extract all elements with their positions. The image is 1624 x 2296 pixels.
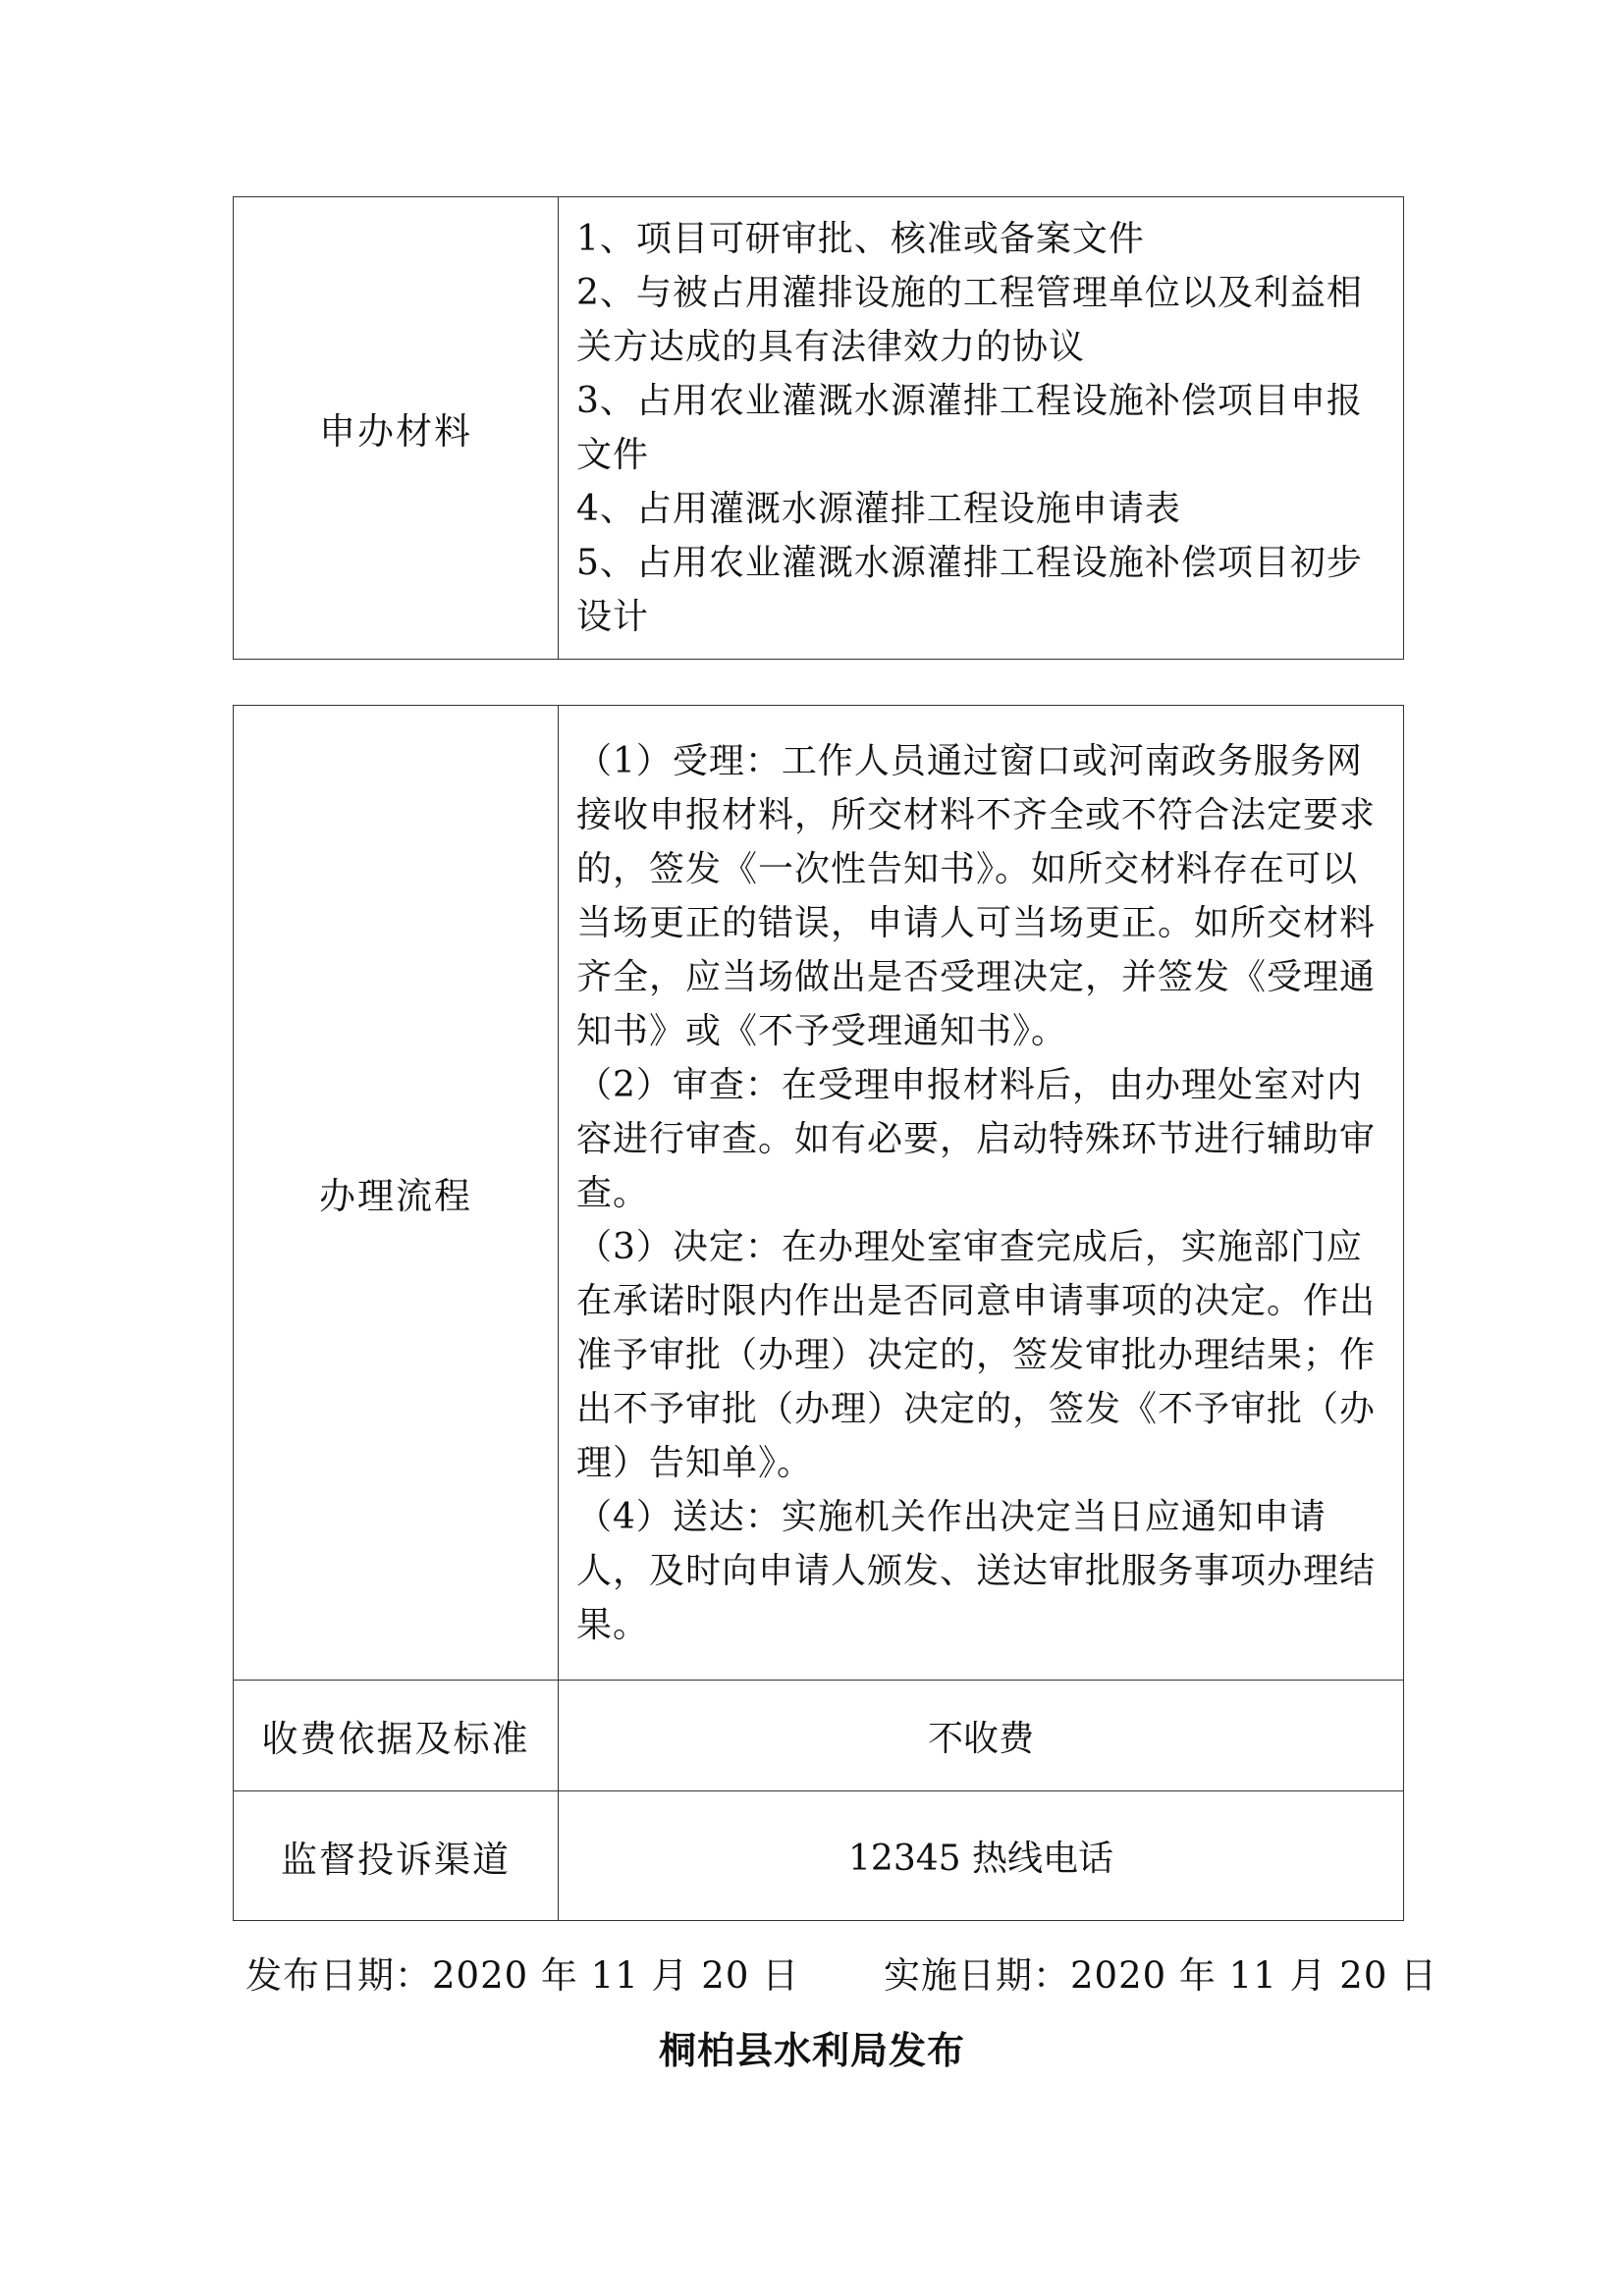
publish-date: 发布日期：2020 年 11 月 20 日 (245, 1954, 800, 1997)
fee-row (234, 1681, 1404, 1791)
process-table (233, 705, 1404, 1921)
effective-date: 实施日期：2020 年 11 月 20 日 (884, 1954, 1438, 1997)
process-steps (559, 706, 1404, 1681)
fee-label: 收费依据及标准 (234, 1681, 559, 1791)
materials-row (234, 197, 1404, 660)
process-step: （1）受理：工作人员通过窗口或河南政务服务网接收申报材料，所交材料不齐全或不符合法定要求的，签发《一次性告知书》。如所交材料存在可以当场更正的错误，申请人可当场更正。如所交材料齐全，应当场做出是否受理决定，并签发《受理通知书》或《不予受理通知书》。 (576, 740, 1377, 1051)
materials-label: 申办材料 (234, 197, 559, 660)
material-item: 3、占用农业灌溉水源灌排工程设施补偿项目申报文件 (576, 381, 1363, 475)
material-item: 1、项目可研审批、核准或备案文件 (576, 219, 1145, 259)
process-step: （4）送达：实施机关作出决定当日应通知申请人，及时向申请人颁发、送达审批服务事项办理结果。 (576, 1496, 1377, 1645)
process-label: 办理流程 (234, 706, 559, 1681)
materials-list (559, 197, 1404, 660)
supervision-label: 监督投诉渠道 (234, 1791, 559, 1921)
materials-table (233, 196, 1404, 660)
process-row (234, 706, 1404, 1681)
material-item: 2、与被占用灌排设施的工程管理单位以及利益相关方达成的具有法律效力的协议 (576, 273, 1363, 367)
fee-value: 不收费 (559, 1681, 1404, 1791)
material-item: 4、占用灌溉水源灌排工程设施申请表 (576, 489, 1181, 529)
process-step: （2）审查：在受理申报材料后，由办理处室对内容进行审查。如有必要，启动特殊环节进行辅助审查。 (576, 1064, 1377, 1213)
dates-line (245, 1946, 1438, 1999)
publisher: 桐柏县水利局发布 (658, 2029, 965, 2072)
supervision-row (234, 1791, 1404, 1921)
supervision-value: 12345 热线电话 (559, 1791, 1404, 1921)
material-item: 5、占用农业灌溉水源灌排工程设施补偿项目初步设计 (576, 543, 1363, 637)
process-step: （3）决定：在办理处室审查完成后，实施部门应在承诺时限内作出是否同意申请事项的决定。作出准予审批（办理）决定的，签发审批办理结果；作出不予审批（办理）决定的，签发《不予审批（办理）告知单》。 (576, 1226, 1377, 1483)
